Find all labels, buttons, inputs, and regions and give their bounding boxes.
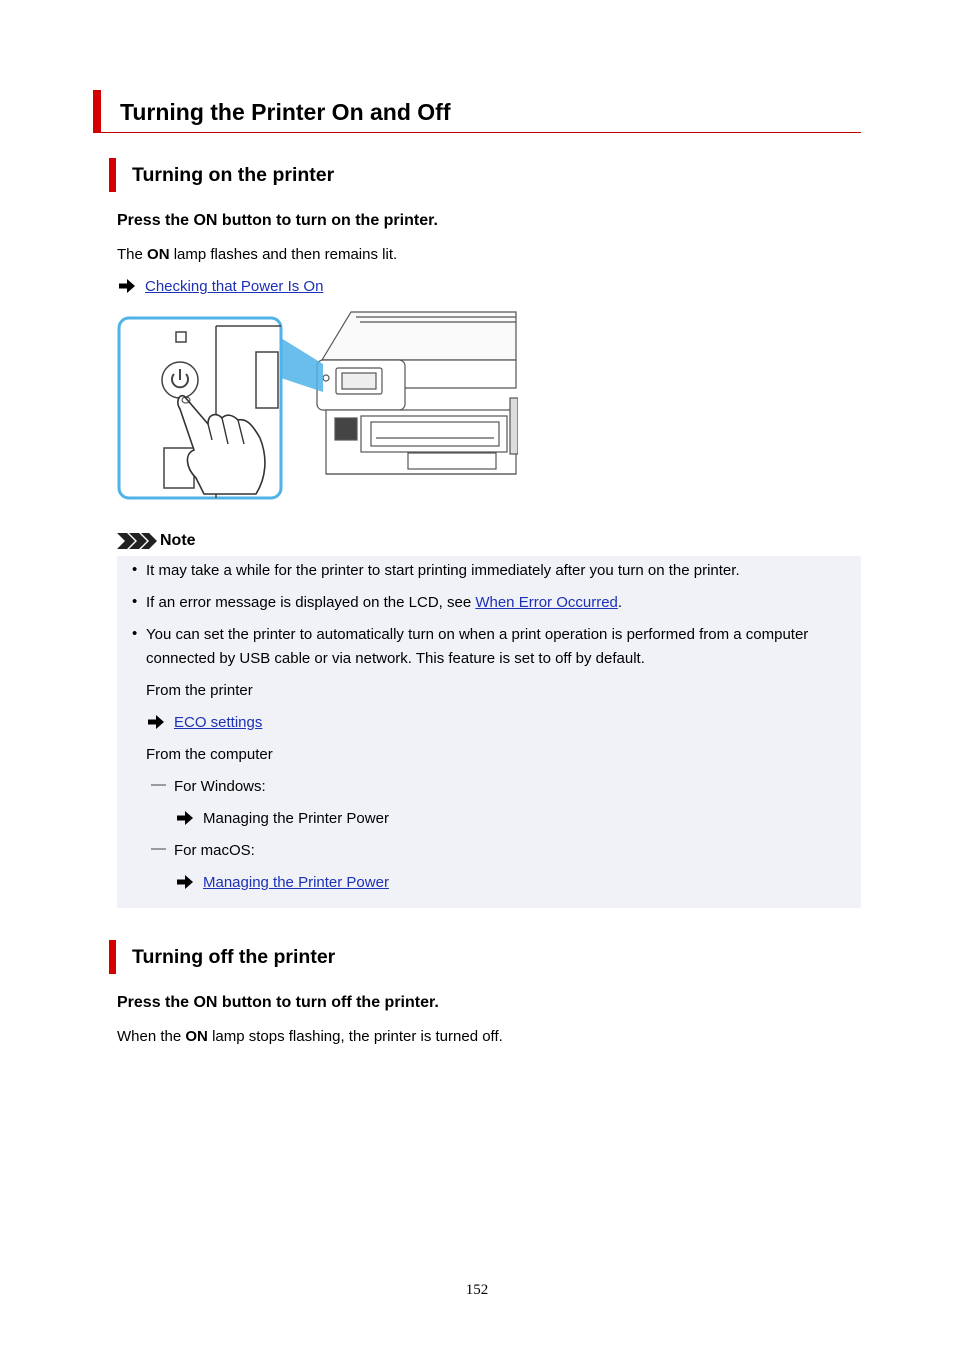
bullet-dot: •: [132, 593, 138, 610]
bullet-dot: •: [132, 625, 138, 642]
note-chevrons-icon: [117, 533, 157, 549]
instruction-turn-on: Press the ON button to turn on the printer.: [117, 212, 438, 229]
dash-marker: —: [151, 840, 166, 857]
section-heading-turning-off: Turning off the printer: [109, 940, 335, 974]
windows-managing-printer-power: Managing the Printer Power: [203, 810, 389, 827]
windows-item-row: [177, 809, 389, 829]
off-lamp-description: When the ON lamp stops flashing, the printer is turned off.: [117, 1028, 503, 1045]
link-macos-managing-printer-power[interactable]: Managing the Printer Power: [203, 874, 389, 891]
section-heading-turning-on: Turning on the printer: [109, 158, 334, 192]
on-lamp-description: The ON lamp flashes and then remains lit.: [117, 246, 398, 263]
for-windows-label: For Windows:: [174, 778, 266, 795]
note-item-3-line-1: You can set the printer to automatically turn on when a print operation is performed from a computer: [146, 626, 809, 643]
link-when-error-occurred[interactable]: When Error Occurred: [475, 594, 618, 611]
link-row-checking-power: [119, 277, 323, 297]
page-title: Turning the Printer On and Off: [93, 90, 861, 133]
link-row-macos-power: [177, 873, 389, 893]
from-computer-label: From the computer: [146, 746, 273, 763]
link-eco-settings[interactable]: ECO settings: [174, 714, 263, 731]
bullet-dot: •: [132, 561, 138, 578]
right-arrow-icon: [177, 811, 193, 825]
from-printer-label: From the printer: [146, 682, 253, 699]
instruction-turn-off: Press the ON button to turn off the printer.: [117, 994, 439, 1011]
note-item-1: It may take a while for the printer to start printing immediately after you turn on the printer.: [146, 562, 740, 579]
note-item-3-line-2: connected by USB cable or via network. This feature is set to off by default.: [146, 650, 645, 667]
link-row-eco-settings: [148, 713, 262, 733]
dash-marker: —: [151, 776, 166, 793]
right-arrow-icon: [177, 875, 193, 889]
note-item-2: If an error message is displayed on the LCD, see When Error Occurred.: [146, 594, 623, 611]
page-number: 152: [465, 1282, 489, 1298]
printer-power-button-illustration: [116, 308, 518, 513]
link-checking-power-on[interactable]: Checking that Power Is On: [145, 278, 324, 295]
right-arrow-icon: [148, 715, 164, 729]
right-arrow-icon: [119, 279, 135, 293]
for-macos-label: For macOS:: [174, 842, 255, 859]
